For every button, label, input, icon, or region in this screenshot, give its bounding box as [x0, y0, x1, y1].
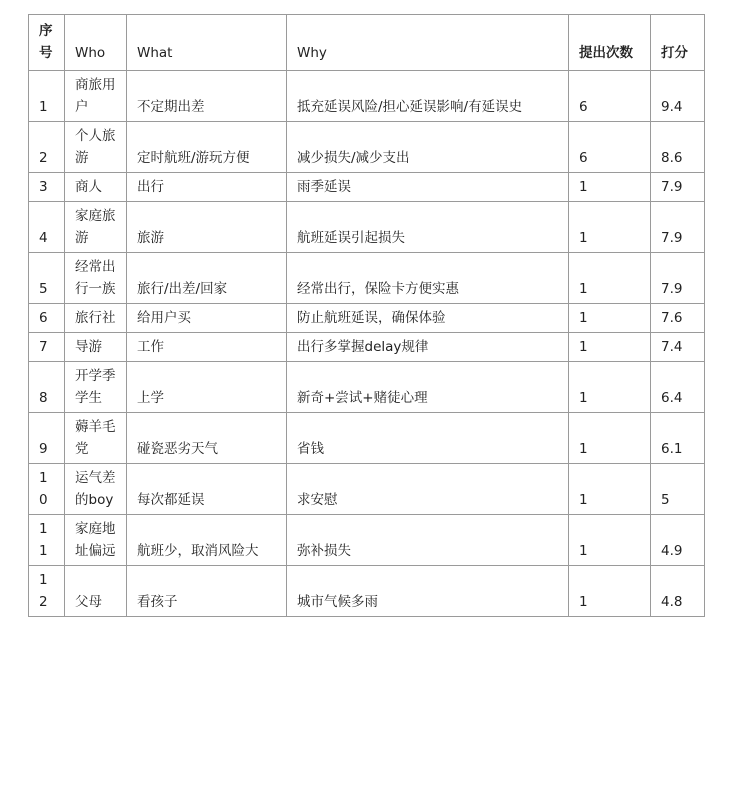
- row-what: 给用户买: [127, 304, 287, 333]
- table-row: [29, 413, 705, 464]
- row-score: 6.1: [651, 413, 705, 464]
- table-row: [29, 71, 705, 122]
- row-what: 看孩子: [127, 566, 287, 617]
- row-score: 4.9: [651, 515, 705, 566]
- table-row: [29, 253, 705, 304]
- row-score: 4.8: [651, 566, 705, 617]
- table-row: [29, 122, 705, 173]
- row-index: 10: [29, 464, 65, 515]
- row-what: 碰瓷恶劣天气: [127, 413, 287, 464]
- row-count: 6: [569, 71, 651, 122]
- table-row: [29, 202, 705, 253]
- row-score: 7.9: [651, 173, 705, 202]
- row-score: 7.9: [651, 253, 705, 304]
- header-why: Why: [287, 15, 569, 71]
- row-why: 雨季延误: [287, 173, 569, 202]
- row-who: 家庭地址偏远: [65, 515, 127, 566]
- user-needs-table: [28, 14, 705, 617]
- row-index: 1: [29, 71, 65, 122]
- row-index: 3: [29, 173, 65, 202]
- row-who: 父母: [65, 566, 127, 617]
- row-who: 运气差的boy: [65, 464, 127, 515]
- table-header-row: [29, 15, 705, 71]
- row-count: 1: [569, 202, 651, 253]
- row-who: 导游: [65, 333, 127, 362]
- row-what: 出行: [127, 173, 287, 202]
- table-row: [29, 304, 705, 333]
- row-why: 求安慰: [287, 464, 569, 515]
- row-count: 1: [569, 515, 651, 566]
- row-index: 7: [29, 333, 65, 362]
- row-why: 弥补损失: [287, 515, 569, 566]
- row-score: 7.6: [651, 304, 705, 333]
- row-count: 1: [569, 413, 651, 464]
- row-what: 上学: [127, 362, 287, 413]
- row-score: 7.9: [651, 202, 705, 253]
- header-index: 序号: [29, 15, 65, 71]
- row-who: 家庭旅游: [65, 202, 127, 253]
- table-row: [29, 362, 705, 413]
- row-who: 商旅用户: [65, 71, 127, 122]
- row-why: 减少损失/减少支出: [287, 122, 569, 173]
- row-what: 旅行/出差/回家: [127, 253, 287, 304]
- row-count: 1: [569, 253, 651, 304]
- table-row: [29, 566, 705, 617]
- row-index: 8: [29, 362, 65, 413]
- row-score: 9.4: [651, 71, 705, 122]
- row-who: 经常出行一族: [65, 253, 127, 304]
- row-score: 7.4: [651, 333, 705, 362]
- header-what: What: [127, 15, 287, 71]
- table-row: [29, 333, 705, 362]
- row-index: 5: [29, 253, 65, 304]
- row-score: 6.4: [651, 362, 705, 413]
- row-why: 抵充延误风险/担心延误影响/有延误史: [287, 71, 569, 122]
- row-what: 工作: [127, 333, 287, 362]
- row-count: 6: [569, 122, 651, 173]
- table-row: [29, 515, 705, 566]
- row-index: 6: [29, 304, 65, 333]
- row-count: 1: [569, 304, 651, 333]
- row-index: 9: [29, 413, 65, 464]
- row-why: 省钱: [287, 413, 569, 464]
- row-why: 新奇+尝试+赌徒心理: [287, 362, 569, 413]
- row-why: 经常出行，保险卡方便实惠: [287, 253, 569, 304]
- header-score: 打分: [651, 15, 705, 71]
- row-count: 1: [569, 566, 651, 617]
- row-what: 不定期出差: [127, 71, 287, 122]
- row-count: 1: [569, 464, 651, 515]
- row-why: 出行多掌握delay规律: [287, 333, 569, 362]
- table-row: [29, 173, 705, 202]
- row-what: 旅游: [127, 202, 287, 253]
- row-what: 每次都延误: [127, 464, 287, 515]
- row-who: 个人旅游: [65, 122, 127, 173]
- row-index: 4: [29, 202, 65, 253]
- row-why: 城市气候多雨: [287, 566, 569, 617]
- row-count: 1: [569, 333, 651, 362]
- row-score: 5: [651, 464, 705, 515]
- row-who: 旅行社: [65, 304, 127, 333]
- row-count: 1: [569, 362, 651, 413]
- row-why: 航班延误引起损失: [287, 202, 569, 253]
- row-who: 开学季学生: [65, 362, 127, 413]
- row-why: 防止航班延误，确保体验: [287, 304, 569, 333]
- row-who: 商人: [65, 173, 127, 202]
- header-count: 提出次数: [569, 15, 651, 71]
- row-index: 11: [29, 515, 65, 566]
- row-score: 8.6: [651, 122, 705, 173]
- row-who: 薅羊毛党: [65, 413, 127, 464]
- table-row: [29, 464, 705, 515]
- row-count: 1: [569, 173, 651, 202]
- row-what: 定时航班/游玩方便: [127, 122, 287, 173]
- row-index: 2: [29, 122, 65, 173]
- header-who: Who: [65, 15, 127, 71]
- row-what: 航班少，取消风险大: [127, 515, 287, 566]
- row-index: 12: [29, 566, 65, 617]
